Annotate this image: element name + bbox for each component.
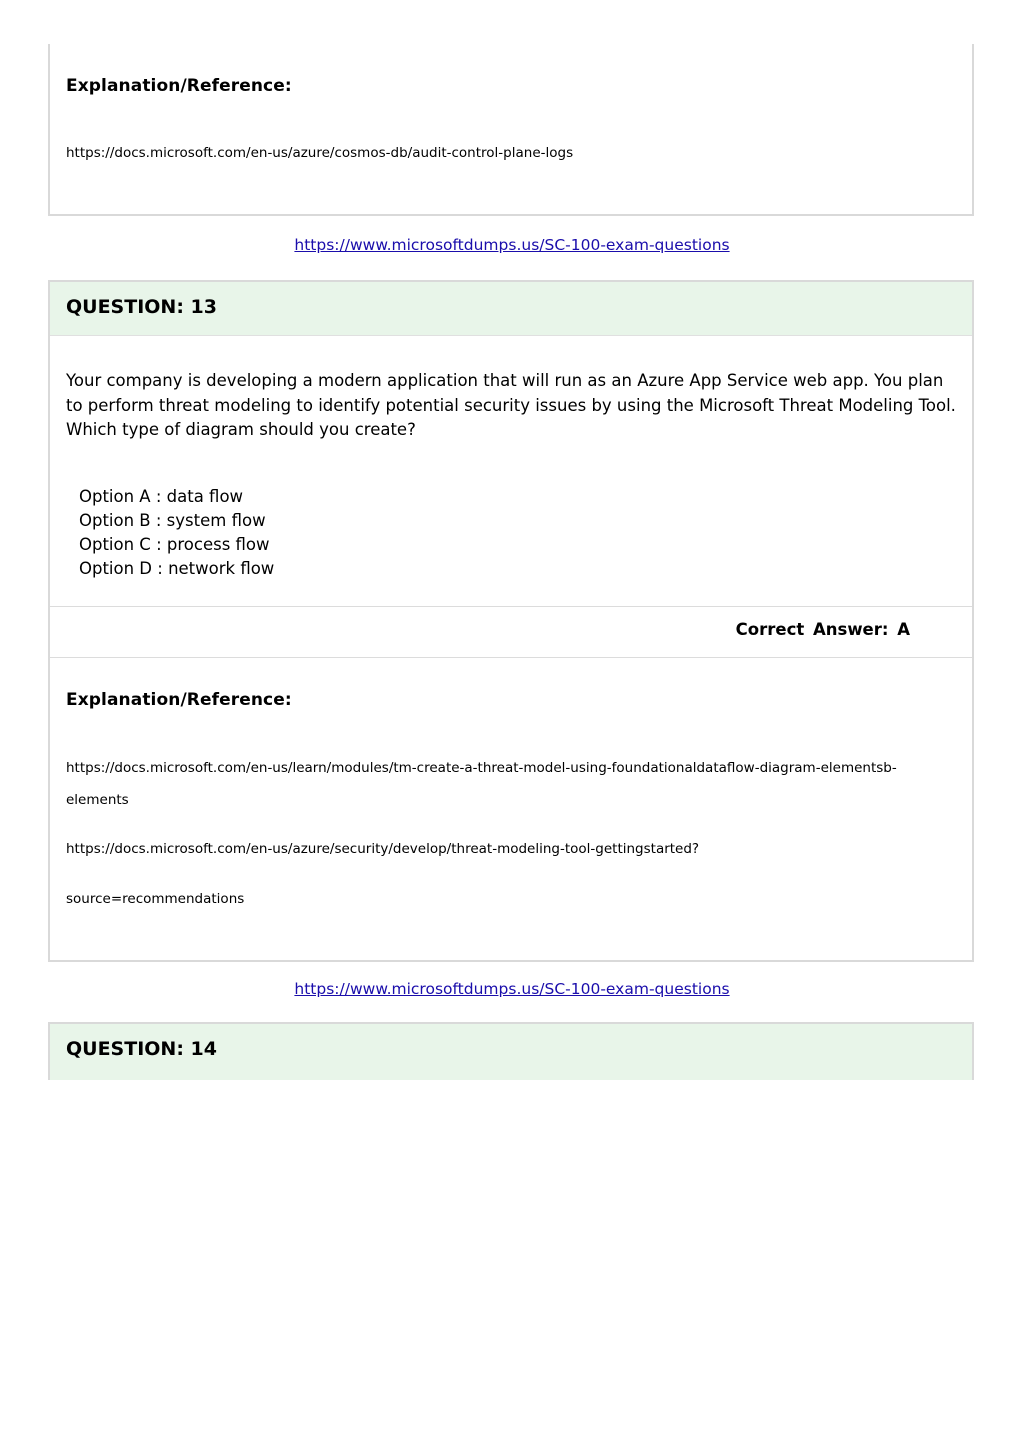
reference-link: https://docs.microsoft.com/en-us/learn/modules/tm-create-a-threat-model-using-foundationaldataflow-diagram-elementsb- xyxy=(66,760,897,776)
option-c: Option C : process flow xyxy=(79,535,270,554)
reference-link: https://docs.microsoft.com/en-us/azure/security/develop/threat-modeling-tool-gettingstarted? xyxy=(66,841,700,857)
explanation-title: Explanation/Reference: xyxy=(66,690,292,710)
explanation-title: Explanation/Reference: xyxy=(66,76,292,96)
reference-link-continued: source=recommendations xyxy=(66,891,245,907)
option-a: Option A : data flow xyxy=(79,487,244,506)
divider xyxy=(50,606,972,607)
exam-questions-link[interactable]: https://www.microsoftdumps.us/SC-100-exam-questions xyxy=(294,980,730,998)
correct-answer: Correct Answer: A xyxy=(735,620,910,639)
question-title: QUESTION: 14 xyxy=(66,1038,217,1060)
question-text: Your company is developing a modern application that will run as an Azure App Service web app. You plan to perform threat modeling to identify potential security issues by using the Microsoft Threat Modeling Tool. Which type of diagram should you create? xyxy=(66,371,956,439)
exam-questions-link[interactable]: https://www.microsoftdumps.us/SC-100-exam-questions xyxy=(294,236,730,254)
reference-link: https://docs.microsoft.com/en-us/azure/cosmos-db/audit-control-plane-logs xyxy=(66,145,574,161)
question-14-box xyxy=(48,1022,974,1080)
question-header xyxy=(50,282,972,336)
options-list xyxy=(79,485,274,581)
question-title: QUESTION: 13 xyxy=(66,296,217,318)
divider xyxy=(50,657,972,658)
question-13-box xyxy=(48,280,974,962)
reference-link-continued: elements xyxy=(66,792,129,808)
prev-question-explanation-box xyxy=(48,44,974,216)
option-b: Option B : system flow xyxy=(79,511,266,530)
option-d: Option D : network flow xyxy=(79,559,275,578)
